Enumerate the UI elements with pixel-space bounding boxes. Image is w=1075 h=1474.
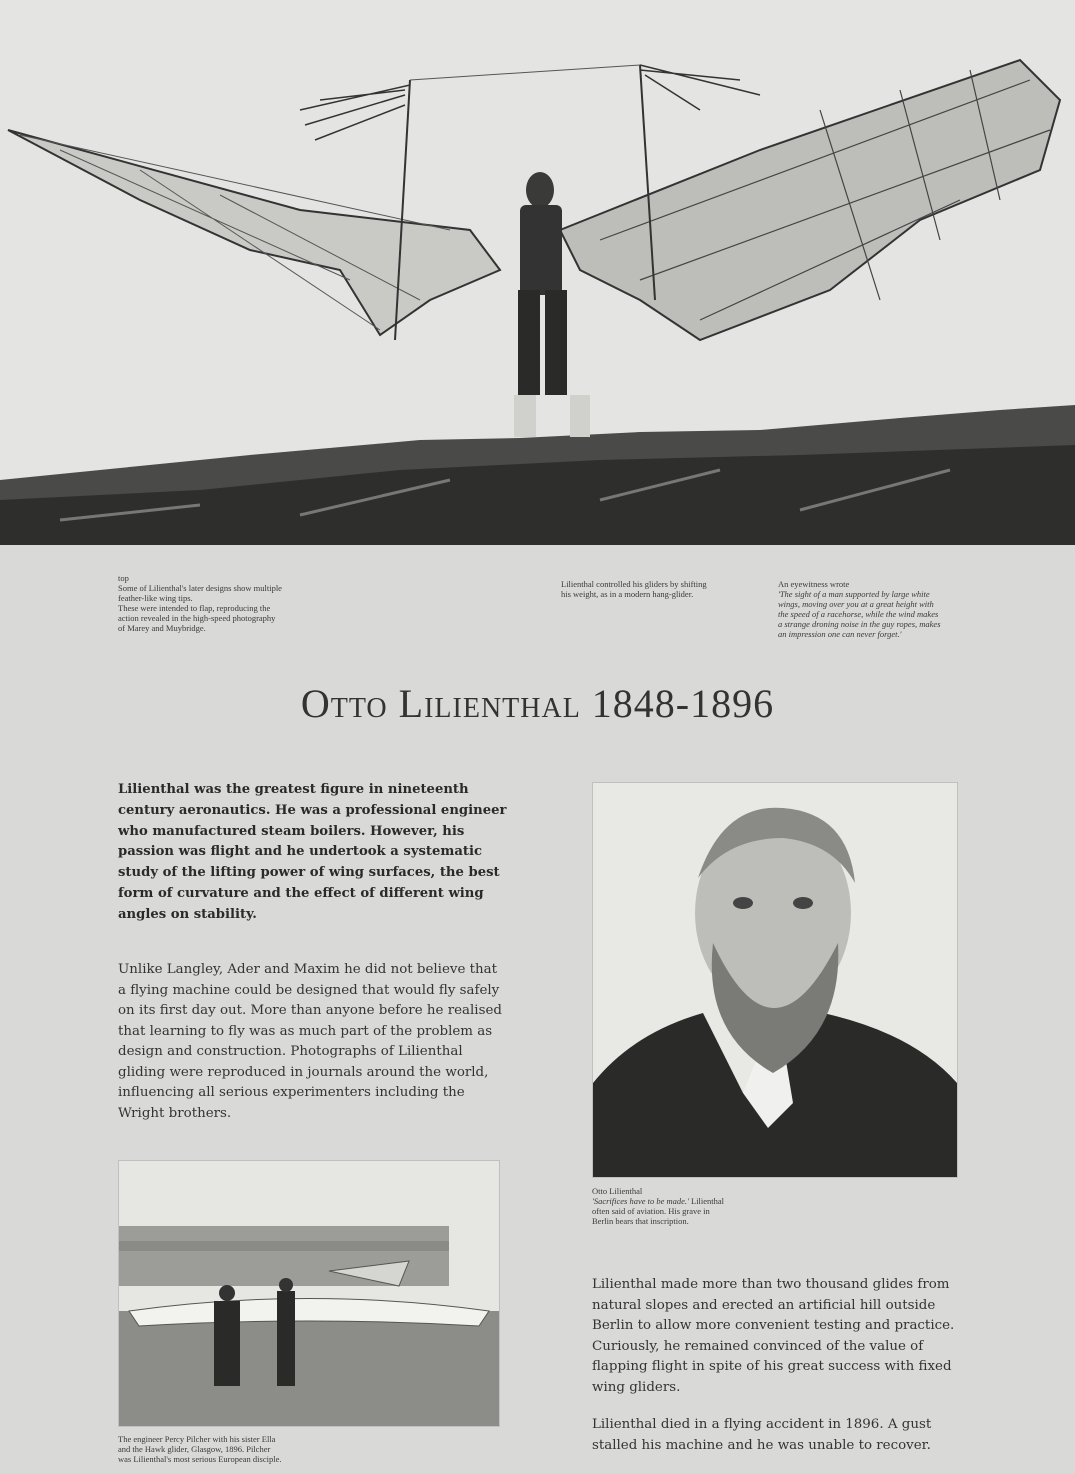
caption-quote-line: the speed of a racehorse, while the wind makes: [778, 609, 939, 619]
caption-line: Lilienthal controlled his gliders by shifting: [561, 579, 707, 589]
caption-line: Berlin bears that inscription.: [592, 1216, 689, 1226]
glider-illustration: [0, 0, 1075, 545]
caption-line: his weight, as in a modern hang-glider.: [561, 589, 694, 599]
caption-line: often said of aviation. His grave in: [592, 1206, 710, 1216]
pilcher-photo: [118, 1160, 500, 1427]
body-paragraph-glides: Lilienthal made more than two thousand glides from natural slopes and erected an artificial hill outside Berlin to allow more convenient testing and practice. Curiously, he remained convinced of the value of flapping flight in spite of his great success with fixed wing gliders.: [592, 1277, 955, 1395]
hero-photo-glider: [0, 0, 1075, 545]
caption-line: These were intended to flap, reproducing the: [118, 603, 271, 613]
body-paragraph-death: Lilienthal died in a flying accident in 1896. A gust stalled his machine and he was unable to recover.: [592, 1417, 932, 1453]
caption-quote-line: 'The sight of a man supported by large white: [778, 589, 930, 599]
caption-line: The engineer Percy Pilcher with his sister Ella: [118, 1434, 276, 1444]
caption-line: and the Hawk glider, Glasgow, 1896. Pilcher: [118, 1444, 271, 1454]
caption-quote-line: wings, moving over you at a great height with: [778, 599, 934, 609]
caption-line: top: [118, 573, 129, 583]
portrait-caption: [592, 1186, 772, 1226]
portrait-photo: [592, 782, 958, 1178]
pilcher-caption: [118, 1434, 378, 1464]
pilcher-illustration: [119, 1161, 499, 1426]
caption-line: Otto Lilienthal: [592, 1186, 643, 1196]
caption-quote-line: an impression one can never forget.': [778, 629, 902, 639]
caption-line: [592, 1196, 772, 1206]
caption-quote: 'Sacrifices have to be made.': [592, 1196, 689, 1206]
hero-caption-left: [118, 573, 338, 633]
body-paragraph-influence: Unlike Langley, Ader and Maxim he did not believe that a flying machine could be designed that would fly safely on its first day out. More than anyone before he realised that learning to fly was as much part of the problem as design and construction. Photographs of Lilienthal gliding were reproduced in journals around the world, influencing all serious experimenters including the Wright brothers.: [118, 962, 502, 1121]
caption-line: action revealed in the high-speed photography: [118, 613, 276, 623]
caption-line: An eyewitness wrote: [778, 579, 850, 589]
caption-line: Some of Lilienthal's later designs show multiple: [118, 583, 282, 593]
caption-line: feather-like wing tips.: [118, 593, 193, 603]
page-title: Otto Lilienthal 1848-1896: [300, 681, 775, 726]
lead-paragraph: Lilienthal was the greatest figure in nineteenth century aeronautics. He was a professional engineer who manufactured steam boilers. However, his passion was flight and he undertook a systematic study of the lifting power of wing surfaces, the best form of curvature and the effect of different wing angles on stability.: [118, 782, 507, 922]
hero-caption-right: [778, 579, 978, 639]
hero-caption-middle: [561, 579, 761, 599]
caption-line: of Marey and Muybridge.: [118, 623, 206, 633]
caption-quote-line: a strange droning noise in the guy ropes, makes: [778, 619, 941, 629]
caption-line: Lilienthal: [691, 1196, 725, 1206]
portrait-illustration: [593, 783, 957, 1177]
caption-line: was Lilienthal's most serious European disciple.: [118, 1454, 282, 1464]
